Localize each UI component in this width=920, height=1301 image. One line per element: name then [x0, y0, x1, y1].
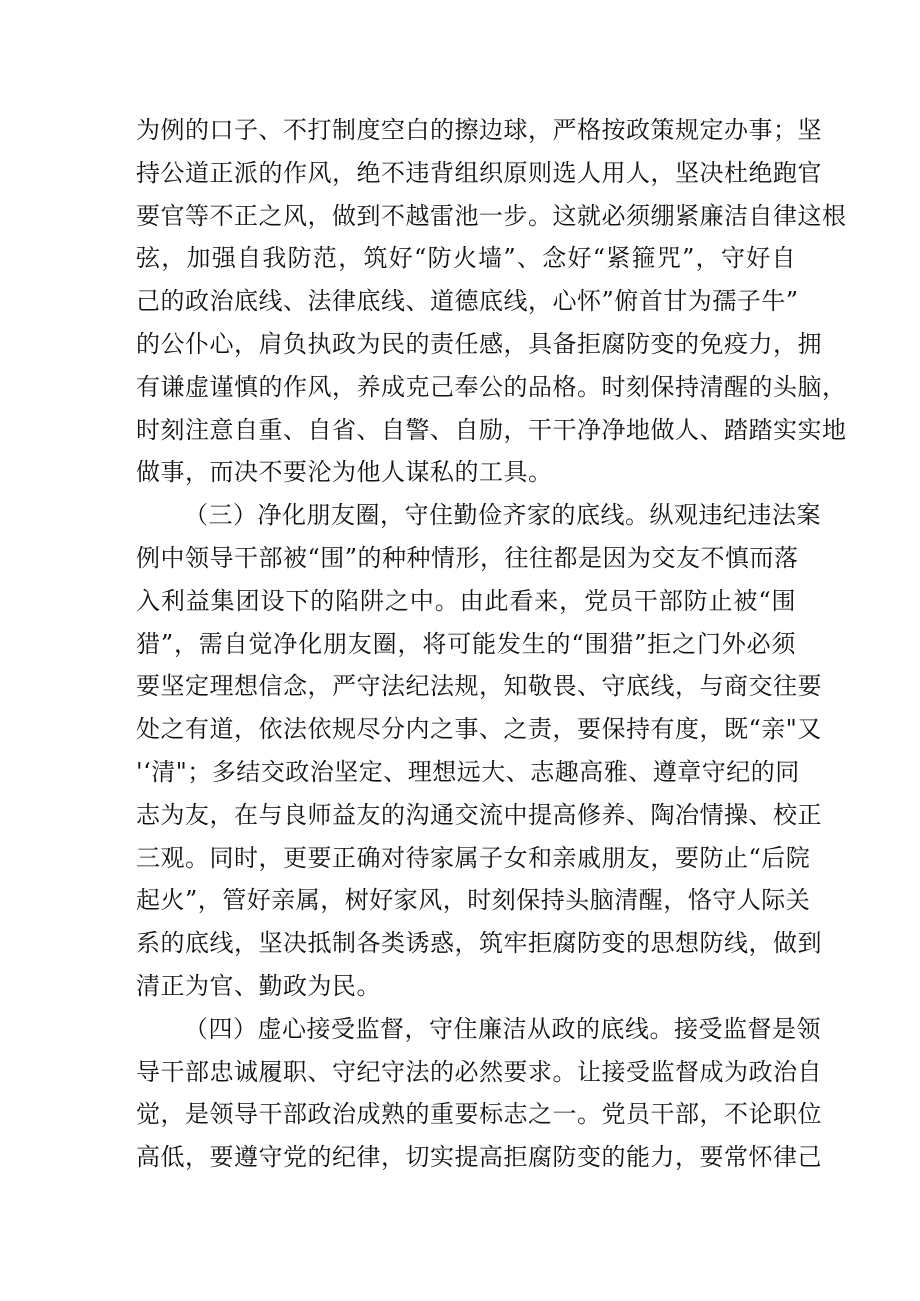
text-line: 己的政治底线、法律底线、道德底线，心怀”俯首甘为孺子牛”	[136, 287, 799, 316]
text-line: 清正为官、勤政为民。	[136, 971, 381, 1000]
paragraph-2	[136, 494, 822, 1008]
text-line: 起火”，管好亲属，树好家风，时刻保持头脑清醒，恪守人际关	[136, 886, 811, 915]
document-body	[136, 109, 847, 1179]
paragraph-1	[136, 109, 847, 494]
text-line: 时刻注意自重、自省、自警、自励，干干净净地做人、踏踏实实地	[136, 415, 847, 444]
text-line: 入利益集团设下的陷阱之中。由此看来，党员干部防止被“围	[136, 586, 796, 615]
text-line: 导干部忠诚履职、守纪守法的必然要求。让接受监督成为政治自	[136, 1057, 822, 1086]
text-line: 猎”，需自觉净化朋友圈，将可能发生的“围猎”拒之门外必须	[136, 629, 796, 658]
text-line: 志为友，在与良师益友的沟通交流中提高修养、陶冶情操、校正	[136, 800, 822, 829]
text-line: （三）净化朋友圈，守住勤俭齐家的底线。纵观违纪违法案	[184, 501, 821, 530]
paragraph-3	[136, 1008, 822, 1179]
text-line: 持公道正派的作风，绝不违背组织原则选人用人，坚决杜绝跑官	[136, 158, 822, 187]
text-line: 做事，而决不要沦为他人谋私的工具。	[136, 458, 553, 487]
text-line: 的公仆心，肩负执政为民的责任感，具备拒腐防变的免疫力，拥	[136, 329, 822, 358]
text-line: 三观。同时，更要正确对待家属子女和亲戚朋友，要防止“后院	[136, 843, 811, 872]
text-line: 为例的口子、不打制度空白的擦边球，严格按政策规定办事；坚	[136, 116, 822, 144]
text-line: 觉，是领导干部政治成熟的重要标志之一。党员干部，不论职位	[136, 1100, 822, 1129]
text-line: 高低，要遵守党的纪律，切实提高拒腐防变的能力，要常怀律己	[136, 1143, 822, 1172]
text-line: 有谦虚谨慎的作风，养成克己奉公的品格。时刻保持清醒的头脑，	[136, 372, 847, 401]
text-line: '‘清"；多结交政治坚定、理想远大、志趣高雅、遵章守纪的同	[136, 757, 800, 786]
text-line: 弦，加强自我防范，筑好“防火墙”、念好“紧箍咒”，守好自	[136, 244, 796, 273]
text-line: 处之有道，依法依规尽分内之事、之责，要保持有度，既“亲"又	[136, 715, 822, 744]
text-line: 例中领导干部被“围”的种种情形，往往都是因为交友不慎而落	[136, 543, 799, 572]
text-line: （四）虚心接受监督，守住廉洁从政的底线。接受监督是领	[184, 1014, 821, 1043]
text-line: 要坚定理想信念，严守法纪法规，知敬畏、守底线，与商交往要	[136, 672, 822, 701]
text-line: 系的底线，坚决抵制各类诱惑，筑牢拒腐防变的思想防线，做到	[136, 929, 822, 958]
text-line: 要官等不正之风，做到不越雷池一步。这就必须绷紧廉洁自律这根	[136, 201, 847, 230]
